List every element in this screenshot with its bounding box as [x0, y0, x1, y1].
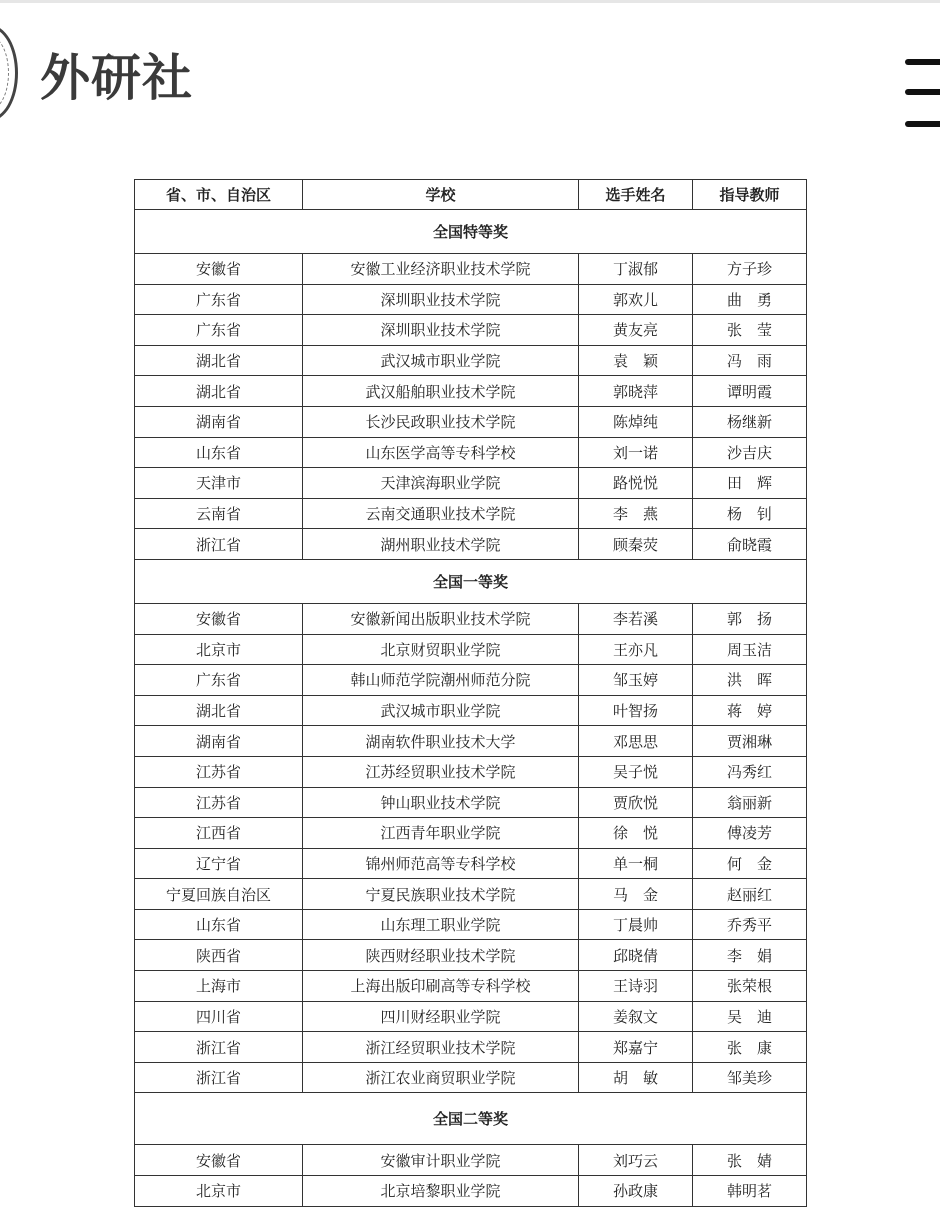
table-row: [135, 818, 807, 849]
table-row: [135, 1145, 807, 1176]
contestant-cell: 刘巧云: [579, 1145, 693, 1176]
province-cell: 浙江省: [135, 1062, 303, 1093]
instructor-cell: 谭明霞: [693, 376, 807, 407]
school-cell: 锦州师范高等专科学校: [303, 848, 579, 879]
instructor-cell: 邹美珍: [693, 1062, 807, 1093]
instructor-cell: 张荣根: [693, 971, 807, 1002]
province-cell: 广东省: [135, 665, 303, 696]
table-row: [135, 1176, 807, 1207]
school-cell: 安徽审计职业学院: [303, 1145, 579, 1176]
province-cell: 湖北省: [135, 376, 303, 407]
table-header-row: [135, 180, 807, 210]
instructor-cell: 翁丽新: [693, 787, 807, 818]
province-cell: 江西省: [135, 818, 303, 849]
award-section-title: 全国特等奖: [135, 210, 807, 254]
province-cell: 江苏省: [135, 756, 303, 787]
school-cell: 湖南软件职业技术大学: [303, 726, 579, 757]
table-row: [135, 603, 807, 634]
instructor-cell: 沙吉庆: [693, 437, 807, 468]
table-row: [135, 787, 807, 818]
instructor-cell: 杨继新: [693, 406, 807, 437]
school-cell: 武汉城市职业学院: [303, 345, 579, 376]
contestant-cell: 刘一诺: [579, 437, 693, 468]
table-row: [135, 345, 807, 376]
contestant-cell: 邱晓倩: [579, 940, 693, 971]
province-cell: 山东省: [135, 909, 303, 940]
province-cell: 安徽省: [135, 1145, 303, 1176]
instructor-cell: 洪 晖: [693, 665, 807, 696]
school-cell: 浙江农业商贸职业学院: [303, 1062, 579, 1093]
instructor-cell: 蒋 婷: [693, 695, 807, 726]
column-header-province: 省、市、自治区: [135, 180, 303, 210]
school-cell: 四川财经职业学院: [303, 1001, 579, 1032]
award-section-header: [135, 210, 807, 254]
province-cell: 北京市: [135, 1176, 303, 1207]
school-cell: 北京培黎职业学院: [303, 1176, 579, 1207]
school-cell: 天津滨海职业学院: [303, 468, 579, 499]
table-row: [135, 848, 807, 879]
contestant-cell: 路悦悦: [579, 468, 693, 499]
contestant-cell: 吴子悦: [579, 756, 693, 787]
contestant-cell: 郭欢儿: [579, 284, 693, 315]
award-section-header: [135, 1093, 807, 1145]
contestant-cell: 姜叙文: [579, 1001, 693, 1032]
table-row: [135, 254, 807, 285]
school-cell: 安徽新闻出版职业技术学院: [303, 603, 579, 634]
menu-bar: [905, 121, 940, 127]
province-cell: 上海市: [135, 971, 303, 1002]
award-section-title: 全国一等奖: [135, 559, 807, 603]
contestant-cell: 邓思思: [579, 726, 693, 757]
award-section-header: [135, 559, 807, 603]
table-row: [135, 695, 807, 726]
menu-bar: [905, 59, 940, 65]
province-cell: 湖北省: [135, 345, 303, 376]
instructor-cell: 俞晓霞: [693, 529, 807, 560]
contestant-cell: 李 燕: [579, 498, 693, 529]
table-row: [135, 971, 807, 1002]
table-row: [135, 665, 807, 696]
table-row: [135, 315, 807, 346]
school-cell: 武汉船舶职业技术学院: [303, 376, 579, 407]
school-cell: 江西青年职业学院: [303, 818, 579, 849]
contestant-cell: 丁淑郁: [579, 254, 693, 285]
province-cell: 湖南省: [135, 726, 303, 757]
contestant-cell: 贾欣悦: [579, 787, 693, 818]
table-row: [135, 879, 807, 910]
school-cell: 北京财贸职业学院: [303, 634, 579, 665]
column-header-instructor: 指导教师: [693, 180, 807, 210]
province-cell: 湖南省: [135, 406, 303, 437]
instructor-cell: 张 婧: [693, 1145, 807, 1176]
province-cell: 天津市: [135, 468, 303, 499]
table-row: [135, 498, 807, 529]
table-row: [135, 756, 807, 787]
table-row: [135, 1032, 807, 1063]
table-row: [135, 468, 807, 499]
instructor-cell: 杨 钊: [693, 498, 807, 529]
province-cell: 陕西省: [135, 940, 303, 971]
province-cell: 辽宁省: [135, 848, 303, 879]
school-cell: 浙江经贸职业技术学院: [303, 1032, 579, 1063]
school-cell: 湖州职业技术学院: [303, 529, 579, 560]
school-cell: 宁夏民族职业技术学院: [303, 879, 579, 910]
table-row: [135, 529, 807, 560]
instructor-cell: 何 金: [693, 848, 807, 879]
instructor-cell: 吴 迪: [693, 1001, 807, 1032]
instructor-cell: 赵丽红: [693, 879, 807, 910]
contestant-cell: 郭晓萍: [579, 376, 693, 407]
province-cell: 山东省: [135, 437, 303, 468]
contestant-cell: 黄友亮: [579, 315, 693, 346]
school-cell: 山东理工职业学院: [303, 909, 579, 940]
school-cell: 陕西财经职业技术学院: [303, 940, 579, 971]
province-cell: 浙江省: [135, 1032, 303, 1063]
contestant-cell: 徐 悦: [579, 818, 693, 849]
instructor-cell: 郭 扬: [693, 603, 807, 634]
instructor-cell: 冯 雨: [693, 345, 807, 376]
school-cell: 江苏经贸职业技术学院: [303, 756, 579, 787]
contestant-cell: 王亦凡: [579, 634, 693, 665]
instructor-cell: 周玉洁: [693, 634, 807, 665]
contestant-cell: 王诗羽: [579, 971, 693, 1002]
table-row: [135, 909, 807, 940]
province-cell: 江苏省: [135, 787, 303, 818]
contestant-cell: 袁 颖: [579, 345, 693, 376]
province-cell: 湖北省: [135, 695, 303, 726]
instructor-cell: 田 辉: [693, 468, 807, 499]
instructor-cell: 张 莹: [693, 315, 807, 346]
school-cell: 深圳职业技术学院: [303, 284, 579, 315]
instructor-cell: 李 娟: [693, 940, 807, 971]
school-cell: 韩山师范学院潮州师范分院: [303, 665, 579, 696]
instructor-cell: 傅凌芳: [693, 818, 807, 849]
province-cell: 云南省: [135, 498, 303, 529]
table-row: [135, 376, 807, 407]
menu-bar: [905, 89, 940, 95]
hamburger-menu-icon[interactable]: [905, 59, 940, 133]
contestant-cell: 陈焯纯: [579, 406, 693, 437]
contestant-cell: 郑嘉宁: [579, 1032, 693, 1063]
contestant-cell: 孙政康: [579, 1176, 693, 1207]
table-row: [135, 1062, 807, 1093]
contestant-cell: 叶智扬: [579, 695, 693, 726]
province-cell: 宁夏回族自治区: [135, 879, 303, 910]
publisher-logo-text[interactable]: 外研社: [40, 49, 193, 107]
province-cell: 四川省: [135, 1001, 303, 1032]
table-row: [135, 634, 807, 665]
table-row: [135, 726, 807, 757]
table-row: [135, 437, 807, 468]
contestant-cell: 胡 敏: [579, 1062, 693, 1093]
school-cell: 云南交通职业技术学院: [303, 498, 579, 529]
award-winners-table: [134, 179, 807, 1207]
contestant-cell: 马 金: [579, 879, 693, 910]
contestant-cell: 丁晨帅: [579, 909, 693, 940]
contestant-cell: 单一桐: [579, 848, 693, 879]
column-header-school: 学校: [303, 180, 579, 210]
site-header: [0, 3, 940, 153]
table-body: [135, 210, 807, 1207]
province-cell: 安徽省: [135, 603, 303, 634]
school-cell: 山东医学高等专科学校: [303, 437, 579, 468]
table-row: [135, 1001, 807, 1032]
instructor-cell: 韩明茗: [693, 1176, 807, 1207]
instructor-cell: 张 康: [693, 1032, 807, 1063]
award-section-title: 全国二等奖: [135, 1093, 807, 1145]
school-cell: 深圳职业技术学院: [303, 315, 579, 346]
instructor-cell: 冯秀红: [693, 756, 807, 787]
school-cell: 武汉城市职业学院: [303, 695, 579, 726]
school-cell: 安徽工业经济职业技术学院: [303, 254, 579, 285]
contestant-cell: 顾秦荧: [579, 529, 693, 560]
school-cell: 钟山职业技术学院: [303, 787, 579, 818]
province-cell: 广东省: [135, 315, 303, 346]
province-cell: 安徽省: [135, 254, 303, 285]
province-cell: 北京市: [135, 634, 303, 665]
table-row: [135, 284, 807, 315]
publisher-seal-logo-icon: [0, 25, 18, 121]
school-cell: 上海出版印刷高等专科学校: [303, 971, 579, 1002]
province-cell: 广东省: [135, 284, 303, 315]
table-row: [135, 940, 807, 971]
column-header-contestant: 选手姓名: [579, 180, 693, 210]
province-cell: 浙江省: [135, 529, 303, 560]
instructor-cell: 乔秀平: [693, 909, 807, 940]
instructor-cell: 贾湘琳: [693, 726, 807, 757]
contestant-cell: 李若溪: [579, 603, 693, 634]
table-row: [135, 406, 807, 437]
instructor-cell: 方子珍: [693, 254, 807, 285]
school-cell: 长沙民政职业技术学院: [303, 406, 579, 437]
contestant-cell: 邹玉婷: [579, 665, 693, 696]
instructor-cell: 曲 勇: [693, 284, 807, 315]
